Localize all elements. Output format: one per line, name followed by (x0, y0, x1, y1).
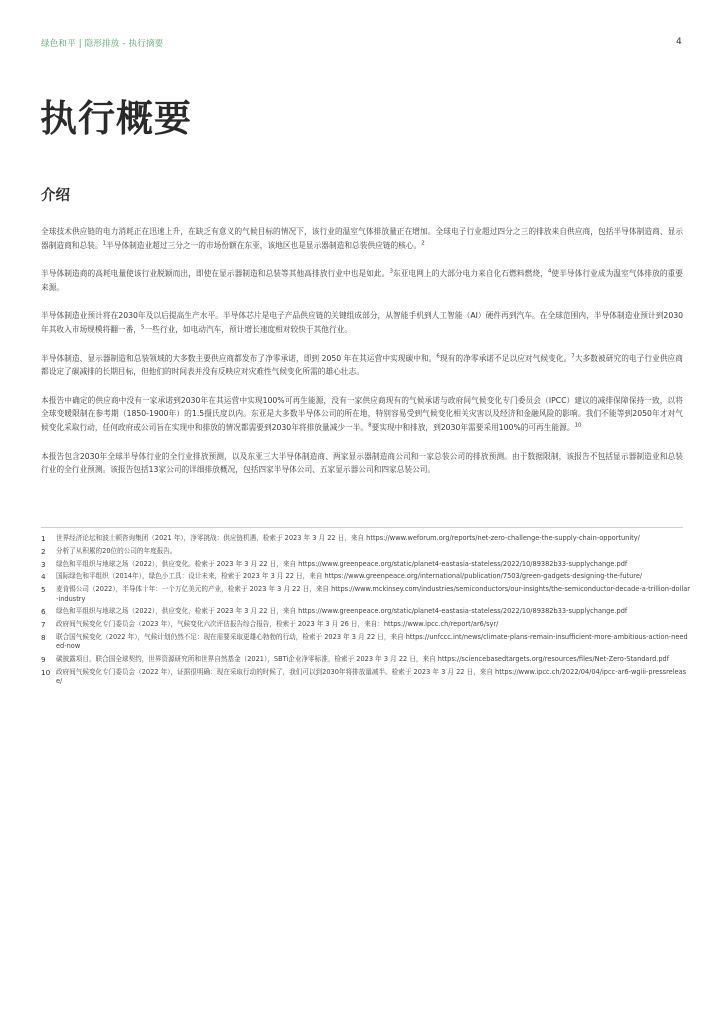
footnote-ref[interactable]: 6 (436, 353, 440, 359)
section-heading: 介绍 (41, 188, 70, 204)
footnote-ref[interactable]: 8 (368, 422, 372, 429)
footnote-item: 1 世界经济论坛和波士顿咨询集团（2021 年），净零挑战：供应链机遇，检索于 2023 年 3 月 22 日，来自 https://www.weforum.org/reports/net-zero-challenge-the-supply-chain-opportunity/ (41, 534, 640, 543)
paragraph: 半导体制造、显示器制造和总装领域的大多数主要供应商都发布了净零承诺，即到 2050 年在其运营中实现碳中和。$^6$现有的净零承诺不足以应对气候变化。$^7$大多数被研究的电子行业供应商都设定了碳减排的长期目标，但他们的时间表并没有反映应对灾难性气候变化所需的雄心壮志。 (41, 353, 683, 377)
footnote-item: 9 碳披露项目，联合国全球契约，世界资源研究所和世界自然基金（2021），SBTi企业净零标准，检索于 2023 年 3 月 22 日，来自 https://sciencebasedtargets.org/resources/files/Net-Zero-Standard.pdf (41, 655, 670, 665)
paragraph: 全球技术供应链的电力消耗正在迅速上升，在缺乏有意义的气候目标的情况下，该行业的温室气体排放量正在增加。全球电子行业超过四分之三的排放来自供应商，包括半导体制造商、显示器制造商和总装。$^1$半导体制造业超过三分之一的市场份额在东亚，该地区也是显示器制造和总装供应链的核心。$^2$ (41, 227, 683, 250)
footnote-item: 7 政府间气候变化专门委员会（2023 年），气候变化六次评估报告综合报告，检索于 2023 年 3 月 26 日，来自：https://www.ipcc.ch/report/ar6/syr/ (41, 620, 499, 630)
footnote-item: 6 绿色和平组织与地球之场（2022），供应变化，检索于 2023 年 3 月 22 日，来自 https://www.greenpeace.org/static/planet4-eastasia-stateless/2022/10/89382b33-supplychange.pdf (41, 607, 628, 617)
page-number: 4 (676, 37, 682, 47)
breadcrumb: 绿色和平 | 隐形排放 - 执行摘要 (41, 39, 164, 49)
paragraph: 半导体制造商的高耗电量使该行业脱颖而出，即使在显示器制造和总装等其他高排放行业中也是如此。$^3$东亚电网上的大部分电力来自化石燃料燃烧，$^4$使半导体行业成为温室气体排放的重要来源。 (41, 268, 683, 292)
footnote-ref[interactable]: 5 (140, 324, 145, 331)
paragraph: 本报告中确定的供应商中没有一家承诺到2030年在其运营中实现100%可再生能源，没有一家供应商现有的气候承诺与政府间气候变化专门委员会（IPCC）建议的减排保障保持一致，以将全球变暖限制在参考期（1850-1900年）的1.5摄氏度以内。东亚是大多数半导体公司的所在地，特别容易受到气候变化相关灾害以及经济和金融风险的影响。我们不能等到2050年才对气候变化采取行动，任何政府或公司旨在实现中和排放的情况都需要到2030年将排放量减少一半。$^8$要实现中和排放，到2030年需要采用100%的可再生能源。$^{10}$ (41, 395, 683, 432)
footnote-item: 3 绿色和平组织与地球之场（2022），供应变化。检索于 2023 年 3 月 22 日，来自 https://www.greenpeace.org/static/planet4-eastasia-stateless/2022/10/89382b33-supplychange.pdf (41, 559, 628, 569)
paragraph: 本报告包含2030年全球半导体行业的全行业排放预测，以及东亚三大半导体制造商、两家显示器制造商公司和一家总装公司的排放预测。由于数据限制，该报告不包括显示器制造业和总装行业的全行业预测。该报告包括13家公司的详细排放概况，包括四家半导体公司、五家显示器公司和四家总装公司。 (41, 451, 683, 475)
footnote-ref[interactable]: 10 (574, 422, 582, 429)
body-text (41, 225, 683, 492)
footnote-item: 10 政府间气候变化专门委员会（2022 年），证据很明确：现在采取行动的时候了，我们可以到2030年将排放量减半。检索于 2023 年 3 月 22 日，来自 https://www.ipcc.ch/2022/04/04/ipcc-ar6-wgiii-pressrelease/ (41, 667, 687, 686)
footnote-divider (41, 527, 683, 528)
page-title: 执行概要 (40, 96, 192, 140)
paragraph: 半导体制造业预计将在2030年及以后提高生产水平。半导体芯片是电子产品供应链的关键组成部分，从智能手机到人工智能（AI）硬件再到汽车。在全球范围内，半导体制造业预计到2030年其收入市场规模将翻一番，$^5$一些行业，如电动汽车，预计增长速度相对较快于其他行业。 (41, 311, 683, 334)
footnote-ref[interactable]: 7 (571, 353, 575, 359)
footnote-item: 2 分析了从积累的20位的公司的年度报告。 (41, 546, 177, 556)
footnote-ref[interactable]: 1 (102, 240, 107, 247)
footnotes (41, 534, 691, 690)
footnote-ref[interactable]: 2 (421, 240, 425, 247)
footnote-ref[interactable]: 3 (389, 268, 393, 275)
footnote-item: 5 麦肯锡公司（2022），半导体十年：一个万亿美元的产业，检索于 2023 年 3 月 22 日，来自 https://www.mckinsey.com/industries/semiconductors/our-insights/the-semiconductor-decade-a-trillion-dollar-industry (41, 585, 690, 603)
footnote-item: 8 联合国气候变化（2022 年），气候计划仍然不足：现在需要采取更雄心勃勃的行动，检索于 2023 年 3 月 22 日，来自 https://unfccc.int/news/climate-plans-remain-insufficient-more-ambitious-action-needed-now (41, 632, 688, 651)
footnote-item: 4 国际绿色和平组织（2014年），绿色小工具：设计未来，检索于 2023 年 3 月 22 日，来自 https://www.greenpeace.org/international/publication/7503/green-gadgets-designing-the-future/ (41, 572, 643, 582)
footnote-ref[interactable]: 4 (547, 268, 552, 275)
